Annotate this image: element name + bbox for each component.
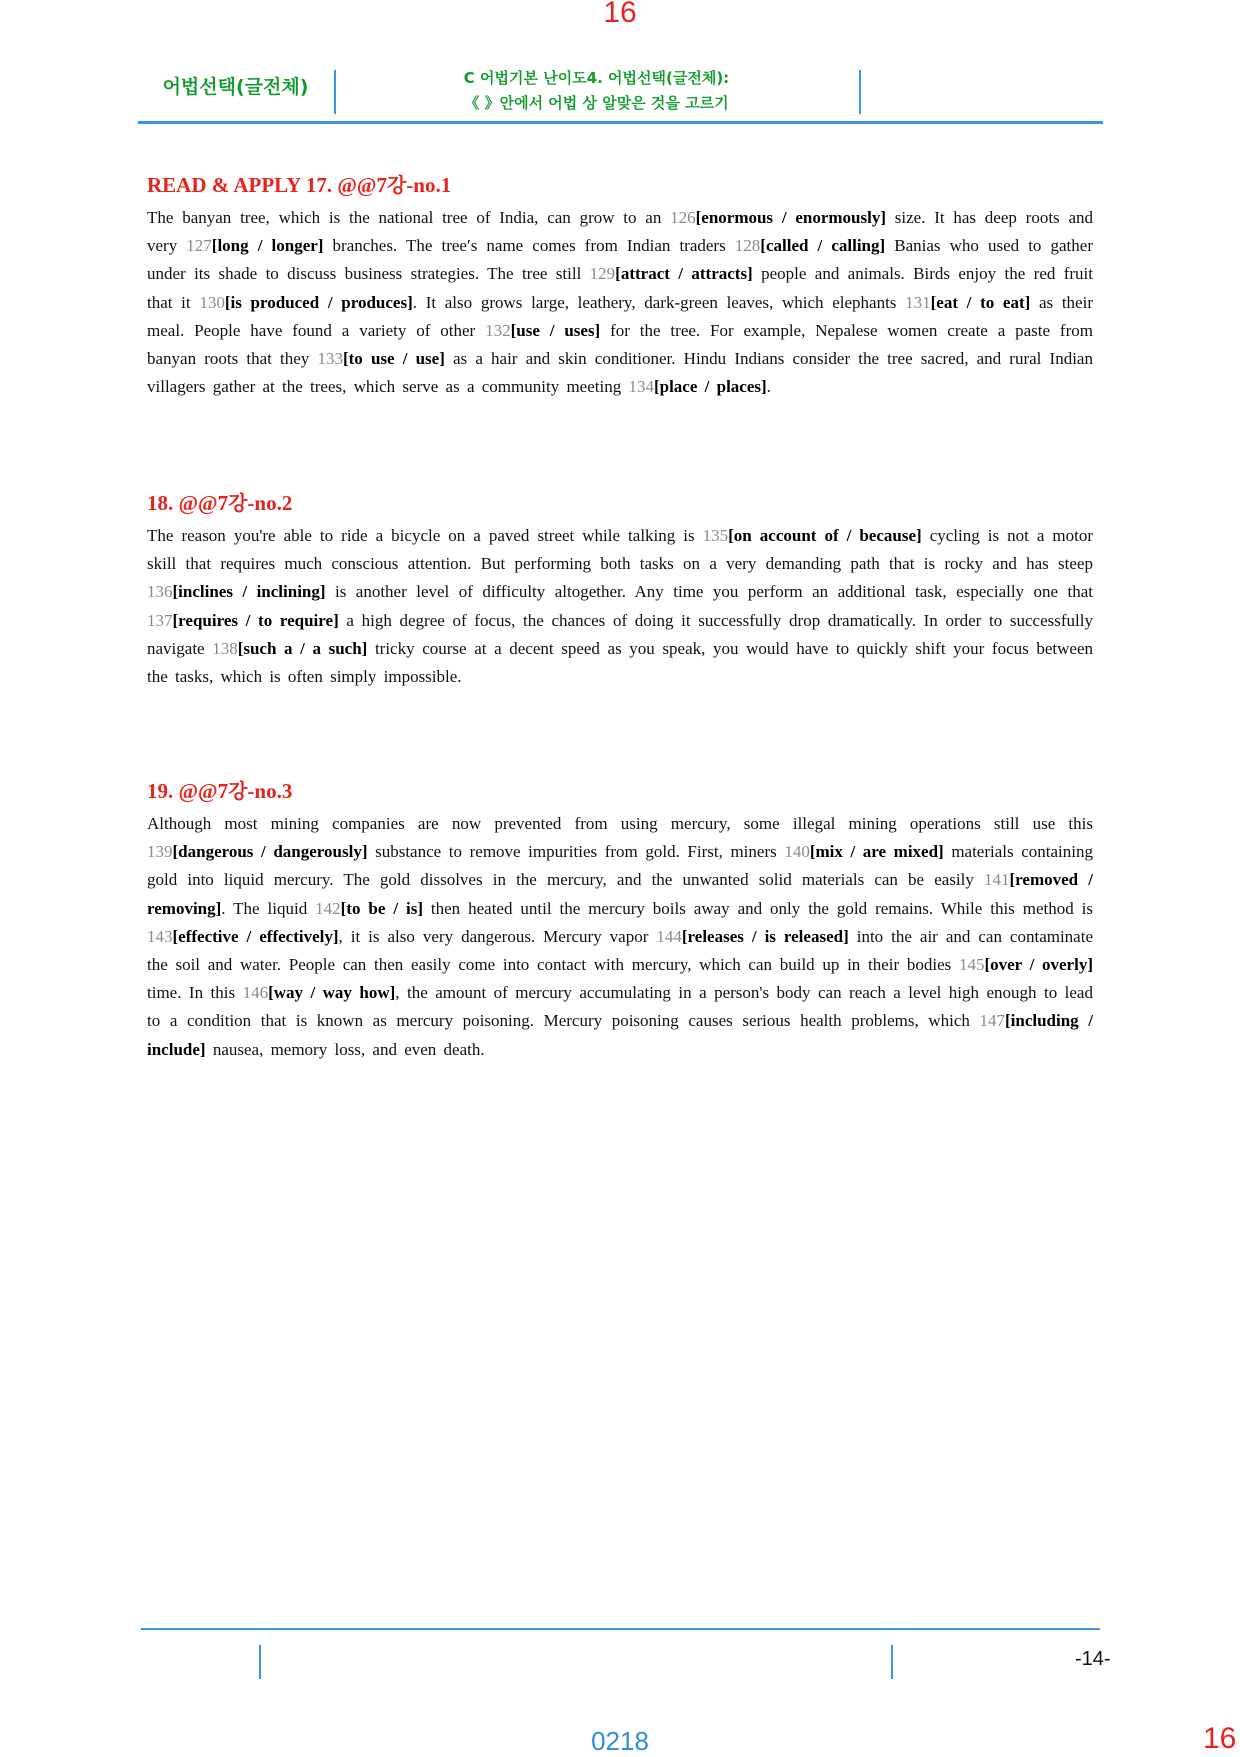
header-left-title: 어법선택(글전체) <box>162 76 309 98</box>
footer-rule <box>141 1628 1100 1630</box>
answer-choice: [place / places] <box>653 377 767 397</box>
header-center-line2: 《 》안에서 어법 상 알맞은 것을 고르기 <box>464 94 729 112</box>
answer-choice: [enormous / enormously] <box>695 208 886 227</box>
answer-choice: [removed / removing] <box>147 870 1093 918</box>
question-number: 139 <box>147 842 173 862</box>
answer-choice: [long / longer] <box>211 236 324 256</box>
passage <box>147 522 1093 691</box>
passage-text: cycling is not a motor skill that requires much conscious attention. But performing both tasks on a very demanding path that is rocky and has steep <box>147 526 1094 574</box>
footer-divider-left <box>259 1645 261 1679</box>
passage-text: as their meal. People have found a variety of other <box>147 292 1093 340</box>
question-number: 128 <box>734 236 761 256</box>
passage-text: then heated until the mercury boils away and only the gold remains. While this method is <box>422 898 1093 918</box>
header-divider-right <box>859 70 861 114</box>
page-header <box>138 62 1103 124</box>
section-title <box>147 776 1093 806</box>
section-19 <box>147 776 1093 1064</box>
top-page-number: 16 <box>603 0 637 29</box>
answer-choice: [eat / to eat] <box>930 292 1031 312</box>
passage-text: for the tree. For example, Nepalese women create a paste from banyan roots that they <box>147 320 1093 369</box>
section-title-suffix: -no.3 <box>247 779 293 803</box>
question-number: 129 <box>589 264 616 284</box>
header-divider-left <box>334 70 336 114</box>
passage <box>147 810 1093 1064</box>
answer-choice: [such a / a such] <box>237 638 368 658</box>
section-title-prefix: 19. @@7 <box>147 779 229 803</box>
section-title <box>147 488 1093 518</box>
question-number: 133 <box>317 349 343 369</box>
answer-choice: [to be / is] <box>340 898 423 918</box>
section-title-suffix: -no.2 <box>247 491 293 515</box>
answer-choice: [inclines / inclining] <box>172 582 326 602</box>
passage <box>147 204 1093 401</box>
passage-text: materials containing gold into liquid mercury. The gold dissolves in the mercury, and the unwanted solid materials can be easily <box>147 842 1093 890</box>
passage-text: as a hair and skin conditioner. Hindu Indians consider the tree sacred, and rural Indian villagers gather at the trees, which serve as a community meeting <box>147 349 1093 397</box>
answer-choice: [is produced / produces] <box>224 292 413 312</box>
section-18 <box>147 488 1093 691</box>
question-number: 146 <box>242 983 269 1003</box>
header-center-line1: C 어법기본 난이도4. 어법선택(글전체): <box>463 69 730 87</box>
passage-text: , the amount of mercury accumulating in a person's body can reach a level high enough to lead to a condition that is known as mercury poisoning. Mercury poisoning causes serious health problems, which <box>147 983 1093 1031</box>
passage-text: time. In this <box>147 983 243 1003</box>
header-center <box>338 66 855 116</box>
footer-page-number: -14- <box>1075 1648 1111 1670</box>
section-title-prefix: 18. @@7 <box>147 491 229 515</box>
answer-choice: [called / calling] <box>760 236 886 256</box>
question-number: 145 <box>958 955 985 975</box>
passage-text: Although most mining companies are now prevented from using mercury, some illegal mining operations still use this <box>147 814 1093 833</box>
passage-text: nausea, memory loss, and even death. <box>205 1039 485 1059</box>
section-17 <box>147 170 1093 401</box>
question-number: 147 <box>979 1011 1005 1031</box>
question-number: 137 <box>147 610 173 630</box>
header-rule <box>138 121 1103 124</box>
answer-choice: [way / way how] <box>268 983 396 1003</box>
passage-text: tricky course at a decent speed as you speak, you would have to quickly shift your focus between the tasks, which is often simply impossible. <box>147 638 1094 687</box>
answer-choice: [mix / are mixed] <box>809 842 944 862</box>
footer-divider-right <box>891 1645 893 1679</box>
question-number: 127 <box>186 236 212 256</box>
passage-text: branches. The tree′s name comes from Indian traders <box>323 236 735 256</box>
passage-text: a high degree of focus, the chances of doing it successfully drop dramatically. In order to successfully navigate <box>147 610 1093 658</box>
question-number: 134 <box>628 377 654 397</box>
question-number: 142 <box>315 898 341 918</box>
answer-choice: [use / uses] <box>510 320 601 340</box>
question-number: 130 <box>199 292 225 312</box>
answer-choice: [to use / use] <box>342 349 445 369</box>
question-number: 141 <box>984 870 1010 890</box>
passage-text: . It also grows large, leathery, dark-green leaves, which elephants <box>412 292 906 312</box>
section-title <box>147 170 1093 200</box>
question-number: 143 <box>147 926 173 946</box>
question-number: 132 <box>485 320 511 340</box>
passage-text: is another level of difficulty altogether. Any time you perform an additional task, especially one that <box>325 582 1093 602</box>
question-number: 126 <box>670 208 696 227</box>
answer-choice: [over / overly] <box>984 955 1093 975</box>
passage-text: size. It has deep roots and very <box>147 208 1093 256</box>
answer-choice: [attract / attracts] <box>615 264 753 284</box>
section-title-korean: 강 <box>228 491 248 515</box>
question-number: 136 <box>147 582 173 602</box>
passage-text: Banias who used to gather under its shade to discuss business strategies. The tree still <box>147 236 1093 284</box>
question-number: 135 <box>702 526 729 545</box>
passage-text: , it is also very dangerous. Mercury vapor <box>338 926 657 946</box>
question-number: 140 <box>784 842 810 862</box>
bottom-page-number: 16 <box>1203 1722 1237 1755</box>
passage-text: into the air and can contaminate the soil and water. People can then easily come into contact with mercury, which can build up in their bodies <box>147 926 1094 975</box>
answer-choice: [effective / effectively] <box>172 926 339 946</box>
answer-choice: [on account of / because] <box>728 526 922 545</box>
question-number: 138 <box>212 638 238 658</box>
section-title-korean: 강 <box>228 779 248 803</box>
passage-text: people and animals. Birds enjoy the red fruit that it <box>147 264 1093 312</box>
section-title-suffix: -no.1 <box>406 173 452 197</box>
passage-text: substance to remove impurities from gold. First, miners <box>367 842 785 862</box>
passage-text: . <box>766 377 771 397</box>
passage-text: The reason you're able to ride a bicycle on a paved street while talking is <box>147 526 703 545</box>
section-title-prefix: READ & APPLY 17. @@7 <box>147 173 387 197</box>
section-title-korean: 강 <box>386 173 407 197</box>
passage-text: . The liquid <box>221 898 316 918</box>
answer-choice: [dangerous / dangerously] <box>172 842 368 862</box>
answer-choice: [releases / is released] <box>681 926 849 946</box>
answer-choice: [requires / to require] <box>172 610 339 630</box>
bottom-code: 0218 <box>591 1726 649 1756</box>
answer-choice: [including / include] <box>147 1011 1093 1059</box>
question-number: 131 <box>905 292 931 312</box>
question-number: 144 <box>656 926 682 946</box>
passage-text: The banyan tree, which is the national tree of India, can grow to an <box>147 208 671 227</box>
